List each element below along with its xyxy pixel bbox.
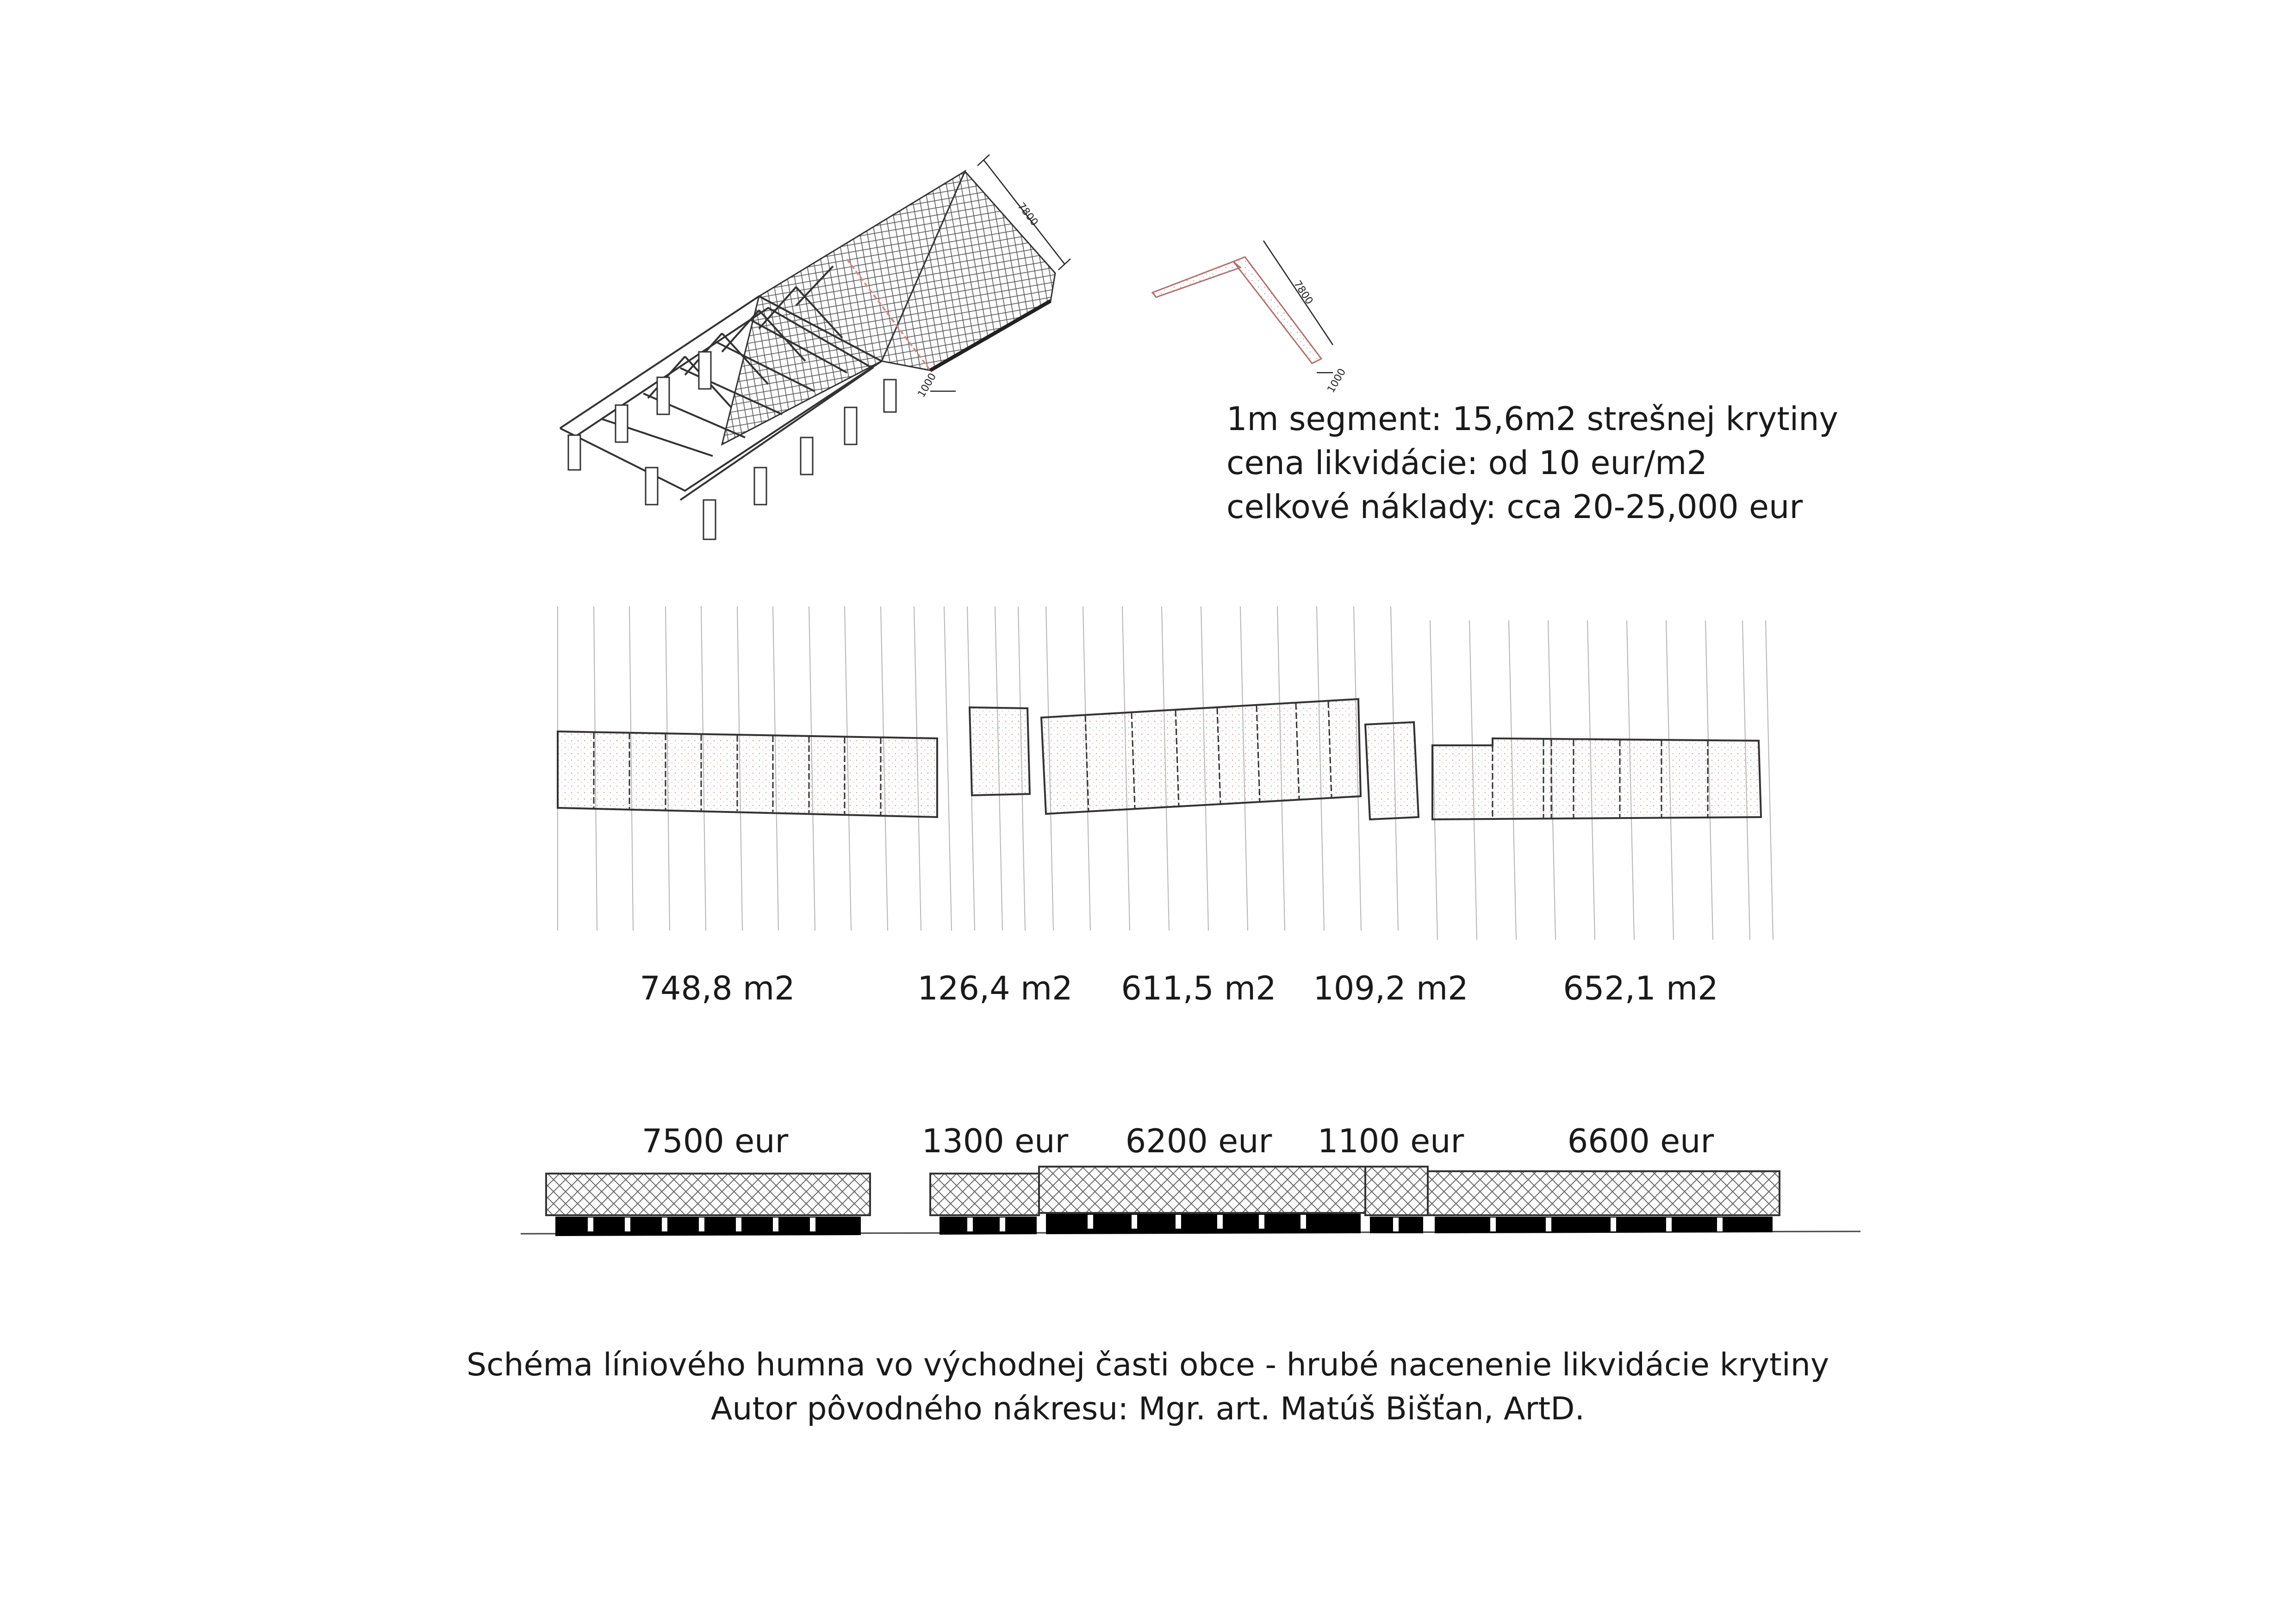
section-3-area: 611,5 m2	[1121, 969, 1276, 1007]
segment-section	[1152, 241, 1333, 373]
plan-section-2	[970, 707, 1030, 795]
section-5-price: 6600 eur	[1567, 1122, 1714, 1160]
segment-left-slope	[1152, 262, 1240, 297]
dimension-label-1000-segment: 1000	[1325, 367, 1349, 395]
segment-info-line-2: cena likvidácie: od 10 eur/m2	[1226, 444, 1707, 482]
caption-author: Autor pôvodného nákresu: Mgr. art. Matúš Bišťan, ArtD.	[710, 1391, 1585, 1427]
elevation-roof-1	[546, 1174, 870, 1215]
section-4-price: 1100 eur	[1317, 1122, 1464, 1160]
plan-section-3	[1041, 699, 1361, 814]
plan-section-5	[1432, 738, 1761, 819]
section-2-area: 126,4 m2	[917, 969, 1073, 1007]
dimension-label-7800-axo: 7800	[1015, 200, 1040, 228]
elevation	[521, 1167, 1860, 1236]
segment-info-line-1: 1m segment: 15,6m2 strešnej krytiny	[1226, 400, 1838, 438]
elevation-roof-3	[1039, 1167, 1365, 1213]
section-4-area: 109,2 m2	[1313, 969, 1468, 1007]
section-1-area: 748,8 m2	[640, 969, 795, 1007]
elevation-roof-5	[1428, 1171, 1780, 1215]
plan-sections	[558, 699, 1761, 819]
elevation-roof-4	[1365, 1167, 1428, 1215]
elevation-roof-2	[930, 1174, 1039, 1215]
dimension-label-7800-segment: 7800	[1291, 278, 1315, 307]
section-2-price: 1300 eur	[921, 1122, 1069, 1160]
dimension-label-1000-axo: 1000	[915, 371, 939, 400]
segment-right-slope	[1233, 257, 1321, 363]
section-3-price: 6200 eur	[1125, 1122, 1272, 1160]
plan-section-4	[1365, 722, 1419, 819]
segment-info-line-3: celkové náklady: cca 20-25,000 eur	[1226, 488, 1803, 526]
section-5-area: 652,1 m2	[1563, 969, 1718, 1007]
caption-title: Schéma líniového humna vo východnej časti obce - hrubé nacenenie likvidácie krytiny	[466, 1347, 1829, 1383]
section-1-price: 7500 eur	[641, 1122, 789, 1160]
